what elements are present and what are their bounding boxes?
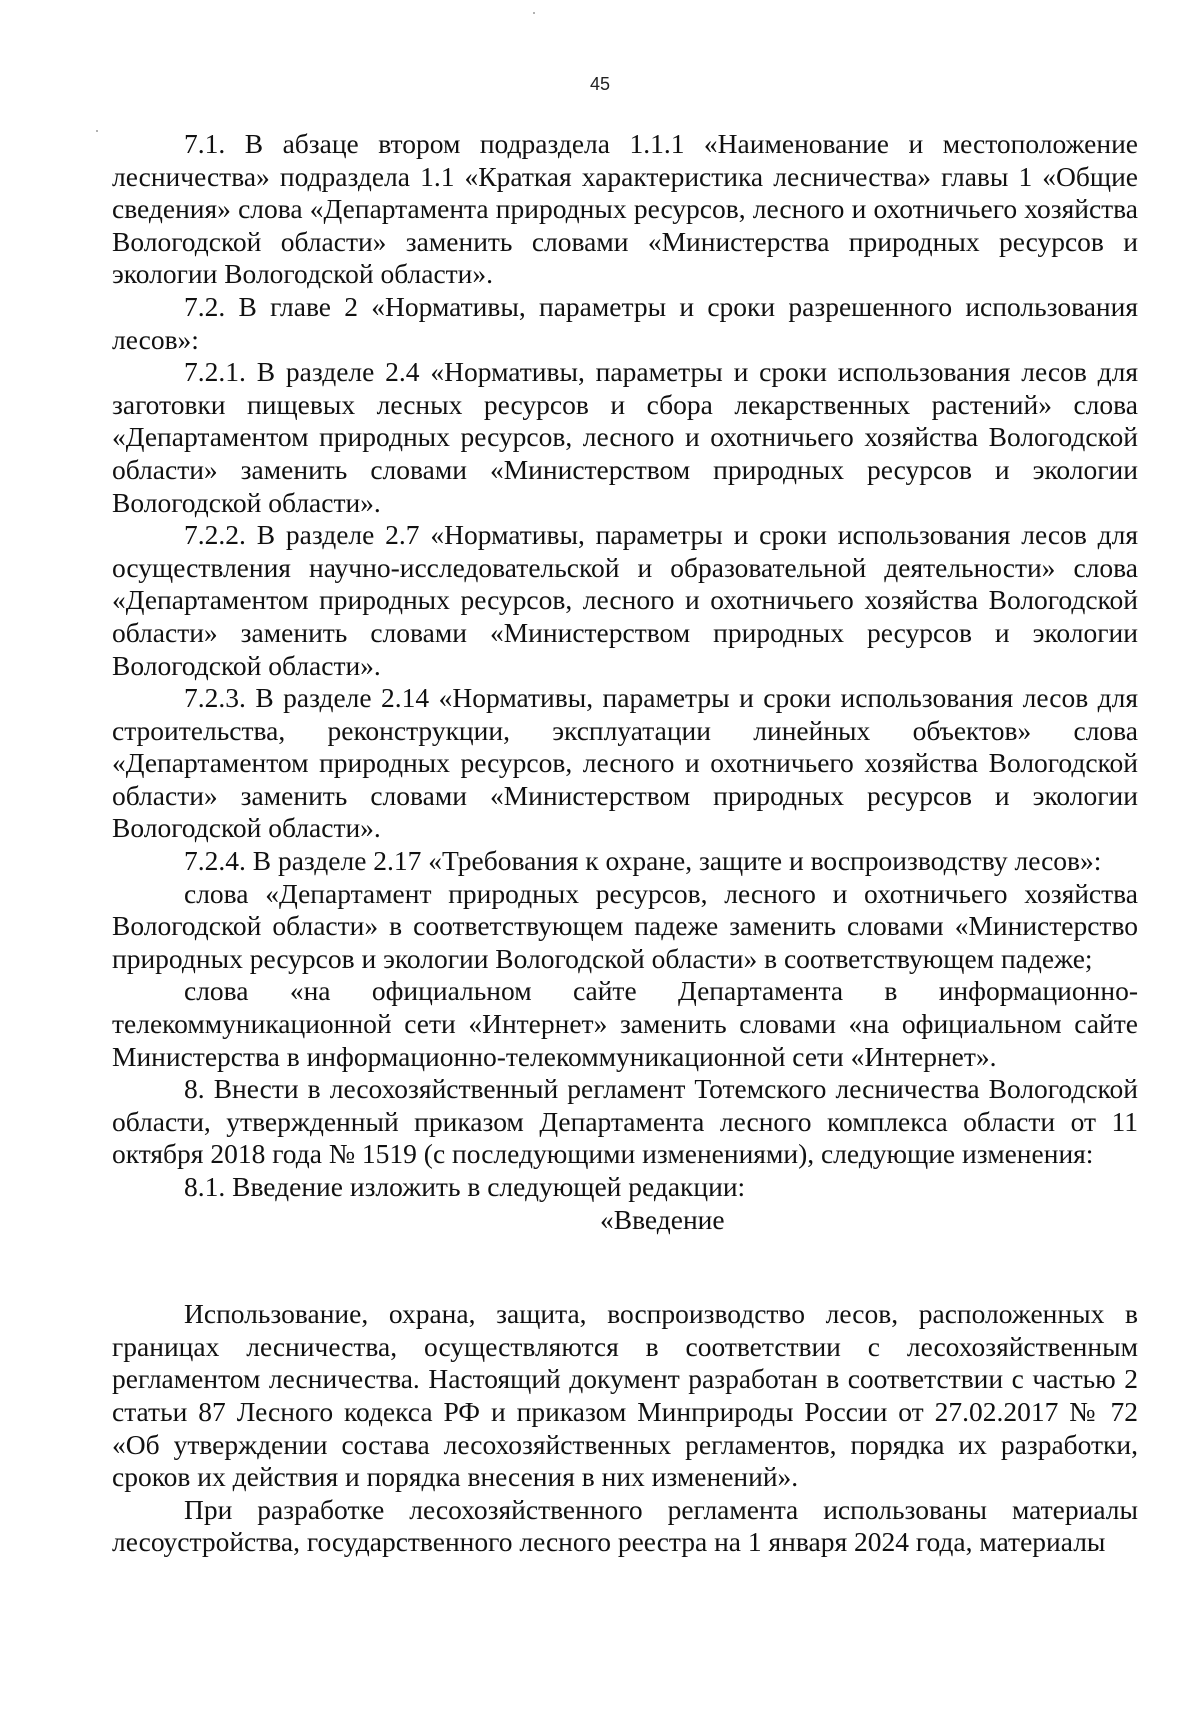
introduction-paragraph-2: При разработке лесохозяйственного регламента использованы материалы лесоустройства, государственного лесного реестра на 1 января 2024 года, материалы: [112, 1493, 1138, 1558]
page-number: 45: [589, 74, 611, 94]
paragraph-7-2-3: 7.2.3. В разделе 2.14 «Нормативы, параметры и сроки использования лесов для строительства, реконструкции, эксплуатации линейных объектов» слова «Департаментом природных ресурсов, лесного и охотничьего хозяйства Вологодской области» заменить словами «Министерством природных ресурсов и экологии Вологодской области».: [112, 682, 1138, 844]
document-body: [112, 128, 1138, 1559]
heading-spacer: [112, 1236, 1138, 1298]
scan-speck: [96, 130, 98, 132]
paragraph-7-2-1: 7.2.1. В разделе 2.4 «Нормативы, параметры и сроки использования лесов для заготовки пищевых лесных ресурсов и сбора лекарственных растений» слова «Департаментом природных ресурсов, лесного и охотничьего хозяйства Вологодской области» заменить словами «Министерством природных ресурсов и экологии Вологодской области».: [112, 356, 1138, 518]
paragraph-7-2: 7.2. В главе 2 «Нормативы, параметры и сроки разрешенного использования лесов»:: [112, 290, 1138, 355]
paragraph-7-1: 7.1. В абзаце втором подраздела 1.1.1 «Наименование и местоположение лесничества» подраздела 1.1 «Краткая характеристика лесничества» главы 1 «Общие сведения» слова «Департамента природных ресурсов, лесного и охотничьего хозяйства Вологодской области» заменить словами «Министерства природных ресурсов и экологии Вологодской области».: [112, 128, 1138, 290]
scan-speck: [533, 12, 535, 14]
introduction-paragraph-1: Использование, охрана, защита, воспроизводство лесов, расположенных в границах лесничества, осуществляются в соответствии с лесохозяйственным регламентом лесничества. Настоящий документ разработан в соответствии с частью 2 статьи 87 Лесного кодекса РФ и приказом Минприроды России от 27.02.2017 № 72 «Об утверждении состава лесохозяйственных регламентов, порядка их разработки, сроков их действия и порядка внесения в них изменений».: [112, 1298, 1138, 1493]
paragraph-7-2-4-words-department: слова «Департамент природных ресурсов, лесного и охотничьего хозяйства Вологодской области» в соответствующем падеже заменить словами «Министерство природных ресурсов и экологии Вологодской области» в соответствующем падеже;: [112, 877, 1138, 974]
introduction-heading: «Введение: [600, 1203, 725, 1235]
paragraph-8: 8. Внести в лесохозяйственный регламент Тотемского лесничества Вологодской области, утвержденный приказом Департамента лесного комплекса области от 11 октября 2018 года № 1519 (с последующими изменениями), следующие изменения:: [112, 1073, 1138, 1170]
paragraph-8-1: 8.1. Введение изложить в следующей редакции:: [184, 1171, 746, 1202]
paragraph-7-2-4-words-website: слова «на официальном сайте Департамента в информационно-телекоммуникационной сети «Интернет» заменить словами «на официальном сайте Министерства в информационно-телекоммуникационной сети «Интернет».: [112, 975, 1138, 1072]
paragraph-7-2-2: 7.2.2. В разделе 2.7 «Нормативы, параметры и сроки использования лесов для осуществления научно-исследовательской и образовательной деятельности» слова «Департаментом природных ресурсов, лесного и охотничьего хозяйства Вологодской области» заменить словами «Министерством природных ресурсов и экологии Вологодской области».: [112, 519, 1138, 681]
paragraph-7-2-4: 7.2.4. В разделе 2.17 «Требования к охране, защите и воспроизводству лесов»:: [184, 845, 1102, 877]
